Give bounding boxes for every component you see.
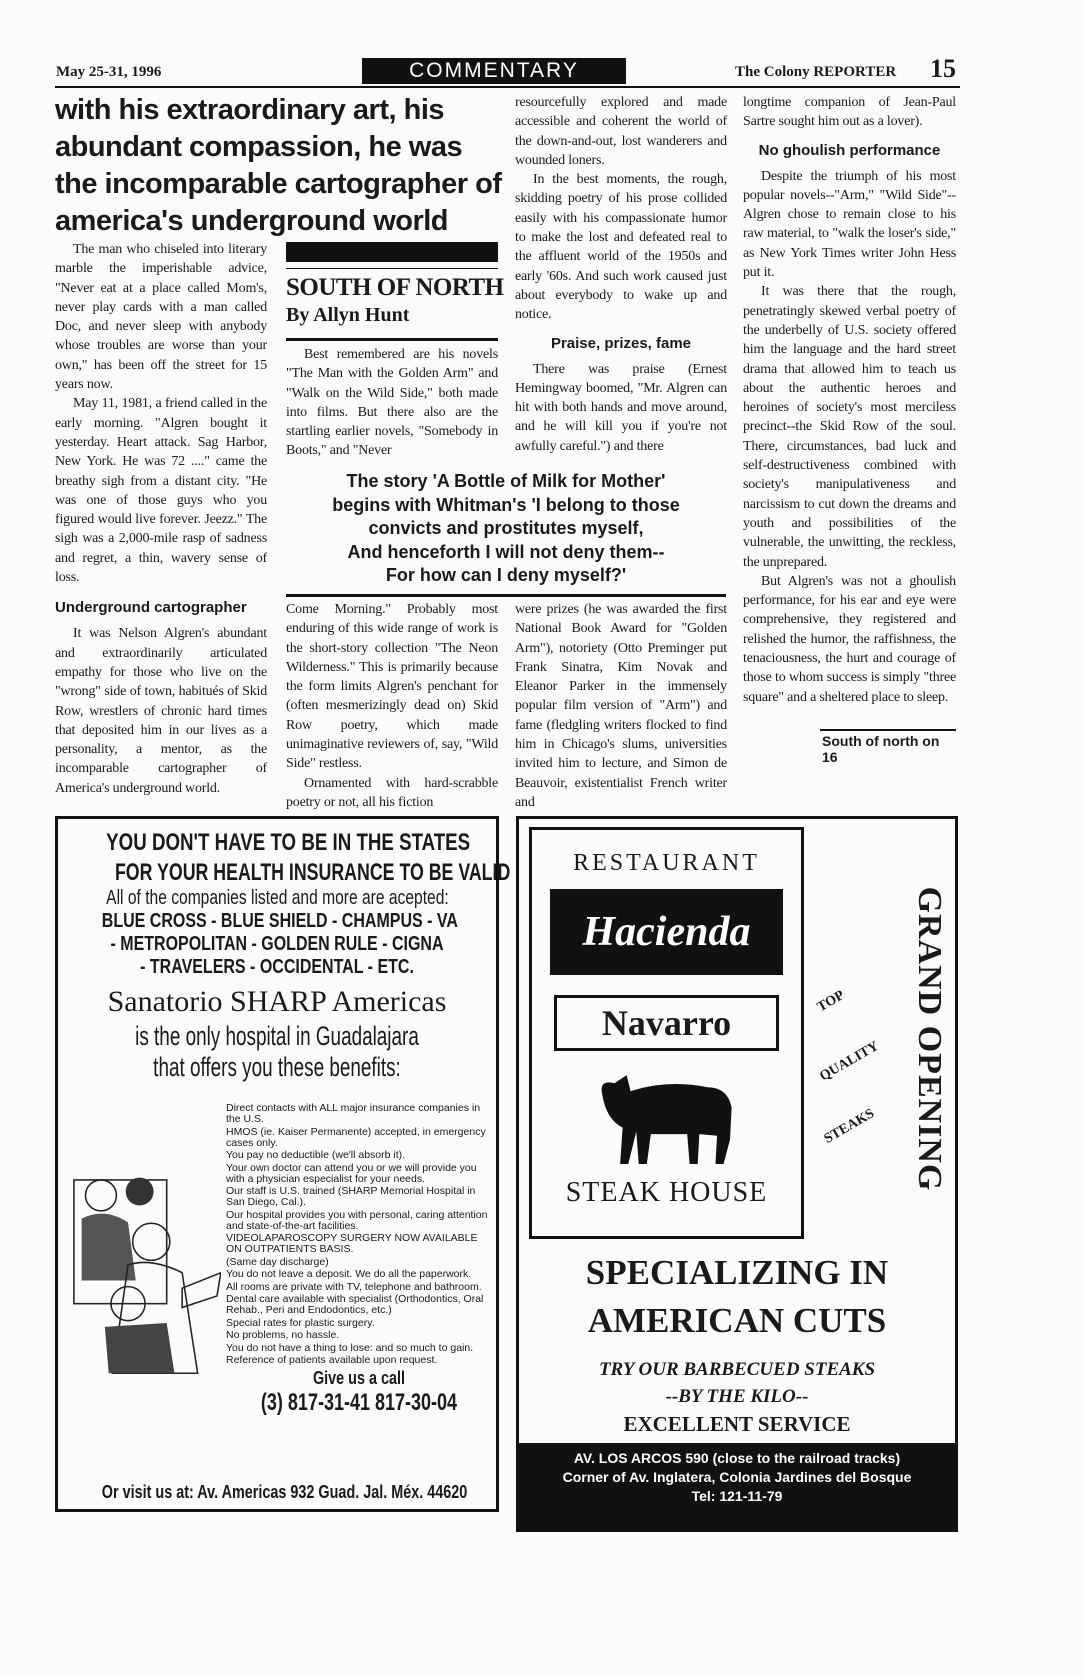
pull-quote-line: For how can I deny myself?'	[385, 565, 627, 585]
grand-opening: GRAND OPENING	[911, 886, 948, 1192]
hospital-name: Sanatorio SHARP Americas	[107, 985, 447, 1018]
ad-tagline: that offers you these benefits:	[153, 1052, 401, 1082]
paragraph: longtime companion of Jean-Paul Sartre sought him out as a lover).	[743, 95, 956, 130]
divider	[286, 594, 726, 597]
address-line: AV. LOS ARCOS 590 (close to the railroad tracks)	[573, 1450, 901, 1466]
paragraph: Ornamented with hard-scrabble poetry or not, all his fiction	[286, 775, 498, 810]
kilo-text: --BY THE KILO--	[665, 1386, 809, 1407]
specializing-line: SPECIALIZING IN	[585, 1253, 889, 1292]
subhead: No ghoulish performance	[758, 141, 941, 159]
issue-date: May 25-31, 1996	[56, 64, 162, 80]
insurer-list: - METROPOLITAN - GOLDEN RULE - CIGNA	[110, 933, 444, 955]
steakhouse-label: STEAK HOUSE	[565, 1177, 768, 1208]
paragraph: Best remembered are his novels "The Man with the Golden Arm" and "Walk on the Wild Side," both made into films. But there also are the startling earlier novels, "Somebody in Boots," and "Never	[286, 347, 498, 459]
subhead: Praise, prizes, fame	[550, 334, 692, 352]
hacienda-banner: Hacienda	[550, 889, 783, 975]
pull-quote-line: convicts and prostitutes myself,	[368, 518, 644, 538]
quality-steaks: STEAKS	[821, 1106, 878, 1147]
family-illustration	[66, 1149, 221, 1381]
benefit: Your own doctor can attend you or we will provide you with a physician especialist for your needs.	[226, 1161, 477, 1185]
benefit: VIDEOLAPAROSCOPY SURGERY NOW AVAILABLE ON OUTPATIENTS BASIS.	[226, 1232, 478, 1255]
column-3-continued	[515, 600, 727, 812]
address-line: Corner of Av. Inglatera, Colonia Jardines del Bosque	[562, 1469, 912, 1485]
paragraph: It was Nelson Algren's abundant and extraordinarily articulated empathy for those who live on the "wrong" side of town, habitués of Skid Row, wrestlers of chronic hard times that deposited him in our lives as a personality, a mentor, as the incomparable cartographer of America's underground world.	[55, 626, 267, 796]
paragraph: But Algren's was not a ghoulish performance, for his ear and eye were comprehensive, they registered and relished the humor, the raffishness, the tenaciousness, the hurt and courage of those to whom success is simply "three square" and a sheltered place to sleep.	[743, 573, 956, 705]
column-2	[286, 345, 498, 461]
service-text: EXCELLENT SERVICE	[623, 1412, 851, 1436]
divider	[286, 338, 498, 341]
benefit: Dental care available with specialist (Orthodontics, Oral Rehab., Peri and Endodontics, etc.)	[226, 1293, 484, 1316]
jump-line: South of north on 16	[822, 732, 940, 765]
bull-icon	[582, 1063, 752, 1168]
column-3	[515, 93, 727, 456]
paragraph: In the best moments, the rough, skidding poetry of his prose collided easily with his compassionate humor to make the lost and defeated real to the affluent world of the 1950s and early '60s. And such work caused just about everybody to wake up and notice.	[515, 172, 727, 323]
headline: with his extraordinary art, his abundant compassion, he was the incomparable cartographer of america's underground world	[55, 94, 502, 237]
address-bar	[519, 1443, 955, 1529]
ad-tagline: is the only hospital in Guadalajara	[135, 1021, 419, 1051]
bbq-text: TRY OUR BARBECUED STEAKS	[598, 1359, 876, 1380]
paragraph: were prizes (he was awarded the first National Book Award for "Golden Arm"), notoriety (Otto Preminger put Frank Sinatra, Kim Novak and Eleanor Parker in the immensely popular film version of "Arm") and fame (fledgling writers flocked to find him in Chicago's slums, universities invited him to lecture, and Simon de Beauvoir, existentialist French writer and	[515, 602, 727, 810]
benefit: All rooms are private with TV, telephone and bathroom.	[226, 1280, 482, 1293]
phone-number: (3) 817-31-41 817-30-04	[260, 1388, 458, 1416]
column-title: SOUTH OF NORTH	[286, 274, 504, 301]
ad-headline: FOR YOUR HEALTH INSURANCE TO BE VALID	[114, 859, 511, 886]
quality-quality: QUALITY	[817, 1038, 882, 1085]
paragraph: resourcefully explored and made accessible and coherent the world of the down-and-out, lost wanderers and wounded loners.	[515, 95, 727, 168]
benefit: You do not leave a deposit. We do all the paperwork.	[226, 1268, 472, 1280]
header-rule	[55, 86, 960, 88]
hospital-address: Or visit us at: Av. Americas 932 Guad. Jal. Méx. 44620	[101, 1482, 468, 1502]
byline: By Allyn Hunt	[286, 304, 410, 326]
restaurant-label: RESTAURANT	[573, 850, 760, 876]
paragraph: Come Morning." Probably most enduring of this wide range of work is the short-story collection "The Neon Wilderness." This is primarily because the form limits Algren's penchant for (often mesmerizingly dead on) Skid Row poetry, which made unimaginative reviewers of, say, "Wild Side" restless.	[286, 602, 498, 772]
section-banner: COMMENTARY	[362, 58, 626, 84]
navarro-box: Navarro	[554, 995, 779, 1051]
logo-box	[529, 827, 804, 1239]
column-1	[55, 240, 267, 798]
benefit: Reference of patients available upon request.	[226, 1354, 438, 1366]
benefit: Direct contacts with ALL major insurance companies in the U.S.	[226, 1102, 481, 1125]
pull-quote-line: The story 'A Bottle of Milk for Mother'	[346, 471, 666, 491]
benefit: Our staff is U.S. trained (SHARP Memorial Hospital in San Diego, Cal.).	[226, 1185, 476, 1208]
column-4	[743, 93, 956, 765]
benefit: You pay no deductible (we'll absorb it).	[226, 1149, 406, 1161]
paragraph: There was praise (Ernest Hemingway boomed, "Mr. Algren can hit with both hands and move around, and he will kill you if you're not awfully careful.") and there	[515, 361, 727, 454]
subhead: Underground cartographer	[55, 599, 247, 617]
paragraph: May 11, 1981, a friend called in the early morning. "Algren bought it yesterday. Heart attack. Sag Harbor, New York. He was 72 ...." came the breathy sigh from a distant city. "He was one of those guys who you figured would live forever. Jeezz." The sigh was a 2,000-mile rasp of sadness and regret, a thin, wavery sense of loss.	[55, 396, 267, 586]
restaurant-ad	[516, 816, 958, 1532]
benefit: You do not have a thing to lose: and so much to gain.	[226, 1341, 474, 1354]
benefit: Our hospital provides you with personal, caring attention and state-of-the-art facilities.	[226, 1208, 488, 1232]
benefits-list	[226, 1103, 492, 1416]
pull-quote-line: begins with Whitman's 'I belong to those	[332, 494, 680, 515]
specializing	[519, 1249, 955, 1345]
hospital-ad	[55, 816, 511, 1512]
phone-line: Tel: 121-11-79	[691, 1488, 783, 1504]
benefit: Special rates for plastic surgery.	[226, 1316, 375, 1329]
divider	[286, 268, 498, 269]
insurer-list: - TRAVELERS - OCCIDENTAL - ETC.	[140, 956, 414, 978]
specializing-line: AMERICAN CUTS	[587, 1301, 887, 1340]
paper-name: The Colony REPORTER	[735, 64, 897, 80]
ad-headline: YOU DON'T HAVE TO BE IN THE STATES	[106, 829, 471, 856]
paragraph: Despite the triumph of his most popular novels--"Arm," "Wild Side"--Algren chose to remain close to his raw material, to "walk the loser's side," as New York Times writer John Hess put it.	[743, 168, 956, 281]
quality-top: TOP	[814, 987, 848, 1016]
paragraph: It was there that the rough, penetratingly skewed verbal poetry of the underbelly of U.S. society offered him the language and the hard street drama that allowed him to teach us about the authentic heroes and heroines of society's most merciless precinct--the Skid Row of the soul. There, circumstances, bad luck and self-destructiveness combined with society's manipulativeness and narcissism to cut down the dreams and youth and possibilities of the vulnerable, the unwitting, the reckless, the unprepared.	[743, 284, 956, 570]
pull-quote-line: And henceforth I will not deny them--	[347, 541, 665, 562]
insurer-list: BLUE CROSS - BLUE SHIELD - CHAMPUS - VA	[101, 910, 458, 932]
benefit: No problems, no hassle.	[226, 1329, 340, 1341]
column-2-continued	[286, 600, 498, 812]
page-number: 15	[930, 54, 956, 83]
pull-quote	[286, 470, 726, 588]
benefit: (Same day discharge)	[226, 1255, 329, 1268]
paragraph: The man who chiseled into literary marble the imperishable advice, "Never eat at a place called Mom's, never play cards with a man called Doc, and never sleep with anybody whose troubles are worse than your own," has been off the street for 15 years now.	[55, 242, 267, 393]
column-logo-bar	[286, 242, 498, 262]
call-to-action: Give us a call	[312, 1367, 406, 1388]
ad-text: All of the companies listed and more are acepted:	[106, 887, 449, 909]
benefit: HMOS (ie. Kaiser Permanente) accepted, in emergency cases only.	[226, 1125, 486, 1149]
